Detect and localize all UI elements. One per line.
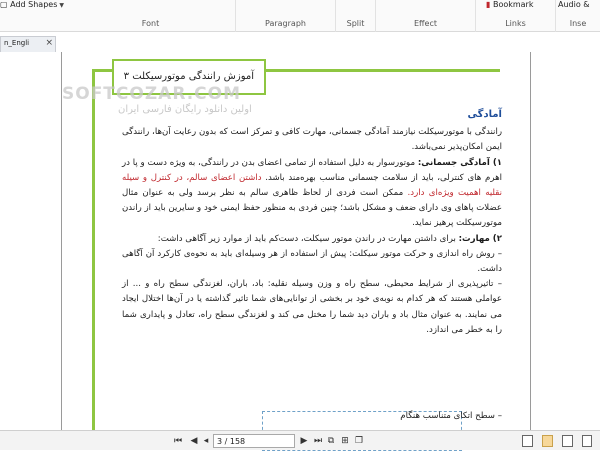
split-group: Split — [336, 0, 376, 32]
copy-page-icon[interactable]: ❐ — [354, 436, 364, 446]
audio-button[interactable]: Audio & — [558, 0, 590, 9]
document-tab[interactable]: n_Engli × — [0, 36, 56, 52]
single-page-view-icon[interactable] — [522, 435, 533, 447]
chevron-down-icon: ▼ — [59, 2, 64, 9]
bullet-start-motorcycle[interactable]: – روش راه اندازی و حرکت موتور سیکلت: پیش از استفاده از هر وسیله‌ای باید به نحوه‌ی کارکرد آن آگاهی داشت. — [122, 248, 502, 275]
page-body — [122, 107, 502, 338]
next-page-icon[interactable]: ▶ — [300, 436, 308, 446]
two-page-icon[interactable]: ⊞ — [341, 436, 349, 446]
page-number-input[interactable] — [213, 434, 295, 448]
item-physical-fitness[interactable]: ۱) آمادگی جسمانی: موتورسوار به دلیل استفاده از تمامی اعضای بدن در رانندگی، به ویژه دست و پا در اهرم های کنترلی، باید از سلامت جسمانی مناسب بهره‌مند باشد. داشتن اعضای سالم، در کنترل و سیله نقلیه اهمیت ویژه‌ای دارد. ممکن است فردی از لحاظ ظاهری سالم به نظر برسد ولی به عنوان مثال عضلات پاهای وی دارای ضعف و مشکل باشد؛ چنین فردی به منظور حفظ ایمنی خود و سایرین باید از راندن موتورسیکلت پرهیز نماید. — [122, 157, 503, 229]
font-group: Font — [66, 0, 236, 32]
first-page-icon[interactable]: ⏮ — [173, 436, 183, 446]
links-group: ▮ Bookmark Links — [476, 0, 556, 32]
bookmark-button[interactable]: ▮ Bookmark — [486, 0, 534, 9]
paragraph-group: Paragraph — [236, 0, 336, 32]
add-shapes-button[interactable]: ▢ Add Shapes ▼ — [0, 0, 64, 9]
insert-group: Audio & Inse — [558, 0, 590, 28]
ribbon-toolbar — [0, 0, 600, 32]
shapes-icon: ▢ — [0, 0, 8, 9]
book-view-icon[interactable] — [582, 435, 592, 447]
intro-paragraph[interactable]: رانندگی با موتورسیکلت نیازمند آمادگی جسمانی، مهارت کافی و تمرکز است که بدون رعایت آن‌ها، رانندگی ایمن امکان‌پذیر نمی‌باشد. — [122, 127, 502, 153]
green-border-left — [92, 69, 95, 430]
last-page-icon[interactable]: ⏭ — [313, 436, 323, 446]
previous-small-icon[interactable]: ◂ — [203, 436, 209, 446]
document-workspace — [0, 52, 600, 430]
continuous-view-icon[interactable] — [542, 435, 553, 447]
facing-view-icon[interactable] — [562, 435, 573, 447]
bullet-environment[interactable]: – تاثیرپذیری از شرایط محیطی، سطح راه و وزن وسیله نقلیه: باد، باران، لغزندگی سطح راه و ... از عواملی هستند که هر کدام به نوبه‌ی خود بر بخشی از توانایی‌های شما تاثیر گذاشته یا در آن‌ها اختلال ایجاد می نمایند. به عنوان مثال باد و باران دید شما را مختل می کند و لغزندگی سطح راه، تعادل و پایداری شما را به خطر می اندازد. — [122, 279, 502, 335]
bullet-support-surface[interactable]: – سطح اتکای متناسب هنگام — [400, 411, 502, 421]
previous-page-icon[interactable]: ◀ — [190, 436, 198, 446]
left-page-margin — [0, 52, 62, 430]
close-icon[interactable]: × — [45, 38, 53, 48]
page-header[interactable]: آموزش رانندگی موتورسیکلت ۳ — [112, 59, 266, 95]
bookmark-icon: ▮ — [486, 0, 491, 9]
item-skill[interactable]: ۲) مهارت: برای داشتن مهارت در راندن موتور سیکلت، دست‌کم باید از موارد زیر آگاهی داشت: — [157, 233, 502, 244]
fit-page-icon[interactable]: ⧉ — [327, 436, 335, 446]
status-bar — [0, 430, 600, 450]
section-title[interactable]: آمادگی — [467, 109, 502, 120]
effect-group: Effect — [376, 0, 476, 32]
watermark-tagline: اولین دانلود رایگان فارسی ایران — [118, 104, 252, 115]
watermark-logo: SOFTCOZAR.COM — [62, 84, 242, 104]
right-page-margin — [530, 52, 600, 430]
